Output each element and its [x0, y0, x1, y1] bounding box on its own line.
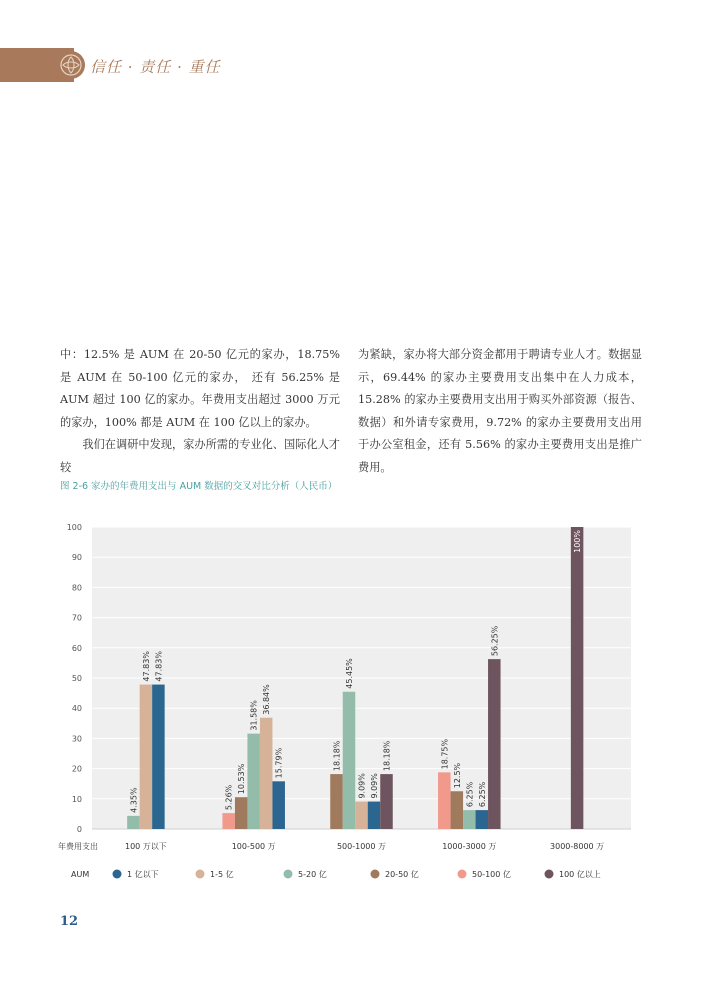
x-axis-title: 年费用支出 — [58, 842, 98, 851]
body-paragraph: 为紧缺，家办将大部分资金都用于聘请专业人才。数据显示，69.44% 的家办主要费用支出集中在人力成本，15.28% 的家办主要费用支出用于购买外部资源（报告、数据）和外请专家费用，9.72% 的家办主要费用支出用于办公室租金，还有 5.56% 的家办主要费用支出是推广费用。 — [358, 348, 642, 474]
legend-swatch — [284, 870, 293, 879]
y-tick-label: 0 — [76, 825, 82, 834]
y-tick-label: 80 — [71, 583, 82, 593]
data-label: 47.83% — [141, 651, 151, 682]
data-label: 18.18% — [382, 740, 392, 772]
data-label: 47.83% — [154, 651, 164, 682]
data-label: 56.25% — [490, 625, 500, 657]
bar — [330, 774, 343, 829]
data-label: 18.18% — [332, 740, 342, 772]
y-tick-label: 60 — [71, 643, 82, 653]
data-label: 6.25% — [477, 781, 487, 808]
data-label: 100% — [573, 530, 583, 553]
body-right-column — [358, 344, 642, 479]
data-label: 10.53% — [237, 763, 247, 795]
bar — [476, 810, 489, 829]
page-number: 12 — [60, 914, 79, 929]
legend-swatch — [113, 870, 122, 879]
y-tick-label: 100 — [66, 523, 82, 532]
legend-label: 1-5 亿 — [210, 870, 234, 879]
data-label: 9.09% — [370, 773, 379, 799]
bar — [451, 791, 464, 829]
data-label: 5.26% — [224, 784, 234, 811]
legend-swatch — [545, 870, 554, 879]
header-title: 信任 · 责任 · 重任 — [90, 58, 221, 76]
legend-title: AUM — [71, 870, 90, 879]
y-tick-label: 10 — [71, 794, 82, 804]
y-tick-label: 30 — [71, 734, 82, 744]
data-label: 45.45% — [345, 658, 354, 689]
y-tick-label: 20 — [71, 764, 82, 774]
data-label: 9.09% — [357, 773, 367, 799]
y-tick-label: 90 — [71, 553, 82, 563]
bar — [343, 692, 356, 829]
data-label: 12.5% — [452, 762, 462, 789]
bar — [571, 527, 584, 829]
y-tick-label: 70 — [71, 613, 82, 623]
x-tick-label: 100 万以下 — [124, 842, 167, 851]
x-tick-label: 500-1000 万 — [336, 842, 387, 851]
data-label: 4.35% — [129, 787, 139, 813]
emblem-icon — [56, 50, 86, 80]
bar — [438, 772, 451, 829]
bar — [355, 802, 368, 829]
bar — [488, 659, 501, 829]
aum-expense-bar-chart — [0, 510, 710, 890]
legend-label: 50-100 亿 — [472, 870, 511, 879]
data-label: 6.25% — [465, 781, 475, 808]
body-left-column — [60, 344, 340, 479]
legend-label: 20-50 亿 — [385, 870, 419, 879]
bar — [463, 810, 476, 829]
bar — [380, 774, 393, 829]
legend-swatch — [458, 870, 467, 879]
legend-swatch — [371, 870, 380, 879]
legend-label: 5-20 亿 — [298, 870, 327, 879]
bar — [235, 797, 248, 829]
bar — [247, 734, 260, 829]
bar — [260, 718, 273, 829]
legend-swatch — [196, 870, 205, 879]
legend-label: 1 亿以下 — [127, 870, 159, 879]
x-tick-label: 100-500 万 — [231, 842, 276, 851]
x-tick-label: 1000-3000 万 — [442, 842, 497, 851]
data-label: 36.84% — [262, 684, 272, 715]
figure-caption: 图 2-6 家办的年费用支出与 AUM 数据的交叉对比分析（人民币） — [60, 481, 338, 492]
bar — [152, 685, 165, 829]
data-label: 15.79% — [274, 747, 284, 779]
x-tick-label: 3000-8000 万 — [550, 842, 605, 851]
body-paragraph: 我们在调研中发现，家办所需的专业化、国际化人才较 — [60, 438, 340, 474]
bar — [222, 813, 235, 829]
bar — [140, 685, 153, 829]
bar — [127, 816, 139, 829]
data-label: 31.58% — [249, 700, 259, 731]
y-tick-label: 50 — [71, 674, 82, 683]
bar — [272, 781, 285, 829]
y-tick-label: 40 — [71, 704, 82, 714]
bar — [368, 802, 381, 829]
body-paragraph: 中：12.5% 是 AUM 在 20-50 亿元的家办，18.75% 是 AUM 在 50-100 亿元的家办， 还有 56.25% 是 AUM 超过 100 亿的家办。年费用支出超过 3000 万元的家办，100% 都是 AUM 在 100 亿以上的家办。 — [60, 348, 340, 429]
legend-label: 100 亿以上 — [559, 870, 601, 879]
data-label: 18.75% — [440, 738, 450, 770]
